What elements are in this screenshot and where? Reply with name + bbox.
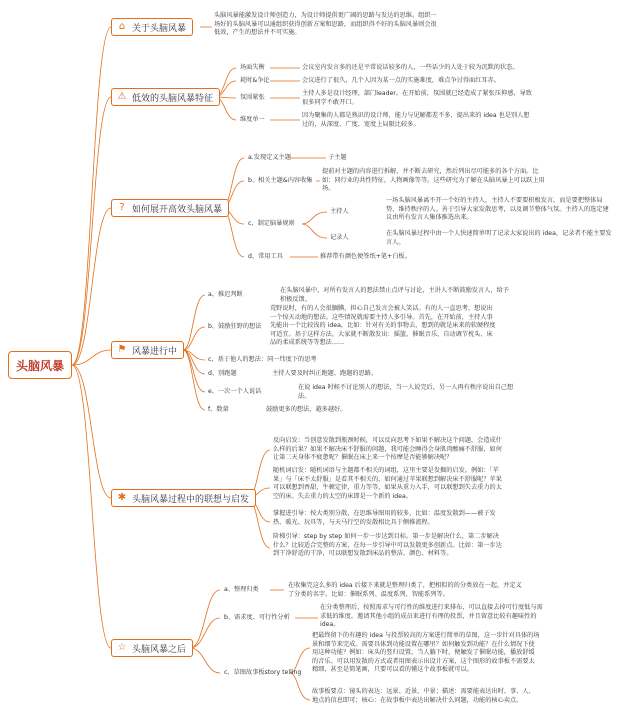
topic-association-inspiration[interactable]: [111, 489, 256, 507]
topic-label: 头脑风暴之后: [132, 644, 187, 655]
topic-label: 关于头脑风暴: [132, 23, 187, 34]
warning-icon: ⚠: [117, 91, 127, 102]
item-text: 鼓励更多的想法，越多越好。: [266, 406, 347, 413]
item-label: a、推迟判断: [208, 291, 243, 298]
item-label: 耗时&争论: [240, 77, 270, 84]
topic-how-to-run[interactable]: [111, 199, 229, 217]
item-text: 因为聚集的人都是熟识的设计师，能力与见解都差不多，提出来的 idea 也是别人想过的，从深度、广度、宽度上局限比较多。: [302, 112, 530, 128]
item-text: 反向启发：当创意发散到瓶颈时候，可以反向思考下如果不解决这个问题，会造成什么样的后果？如果不解决床不舒服的问题，我可能会睡得会身肌肉酸痛不舒服，如何让第二天身体不疲惫呢？催眠在床上来一个按摩是否能够解决呢？: [273, 437, 502, 462]
item-text: 在头脑风暴中，对所有发言人的想法禁止点评与讨论，主讲人不断鼓励发言人，给予积极反馈。: [280, 287, 509, 303]
item-text: 提前对主题的内容进行拆解，并不断去研究，然后列出尽可能多的各个方面。比如：同行业的共性特征，人物画像等等。这些研究为了解在头脑风暴上可以跃上用场。: [322, 168, 545, 193]
sub-text: 故事板要点：镜头的表达：远景、近景、中景；描述：需要能表达出时、事、人、地点的信息即可；核心：在故事板中表达出解决什么问题，功能的核心卖点。: [312, 688, 535, 704]
item-text: 阶梯引导：step by step 如何一步一步达到目标。第一步是解决什么，第二步解决什么？比较适合完整的方案，在每一步引导中可以发散更多创新点。比如：第一步达到干净舒适的干净，可以联想发散到床品的整洁、颜色、材料等。: [273, 533, 502, 558]
item-label: a、整理归类: [224, 586, 259, 593]
item-label: a.发现定义主题: [248, 154, 291, 161]
item-text: 主持人多是设计经理、部门leader。在开始前，氛围就已经造成了紧张压抑感，导致很多同学不敢开口。: [302, 90, 532, 106]
item-label: 场面失衡: [240, 64, 265, 71]
item-label: 氛围紧张: [240, 94, 265, 101]
item-label: c、基于他人的想法：同一纬度下的思考: [208, 356, 317, 363]
flag-icon: ⚑: [117, 344, 127, 355]
item-label: c、制定脑暴规则: [248, 220, 295, 227]
sub-text: 把最终留下的有趣的 idea 与投票较高的方案进行简单的草图，这一步针对具体的场景和细节来完成。需要具体到功能设置在哪里？如何触发到功能？在什么情况下使用这种功能？例如：床头的竖归设置，当人躺下时，便触发了催眠功能，播放舒缓的音乐。可以用发散的方式或者用图表示出设计方案，这个图形的故事板不需要太精细，甚至是简笔画，只要可以看的懂这个故事板就可以。: [312, 632, 540, 674]
item-text: 推荐带有颜色便签纸+笔+白板。: [320, 253, 411, 260]
topic-label: 如何展开高效头脑风暴: [132, 204, 223, 215]
item-label: b、相关主题&内容收集: [248, 177, 313, 184]
sub-label: 主持人: [330, 208, 349, 215]
item-text: 荒野说时，有的人会很腼腆，担心自己发言会被人笑话。有的人一直思考，想说出一个惊天动地的想法。这些情况就需要主持人多引导。首先，在开始前，主持人事先能出一个比较浅的 idea，比如：针对有关的事物去，想到的就是床来的软硬程度可适宜。基于这样方法，大家就不断散发出：摇篮、催眠音乐、自动调节枕头、床品的柔成系统等等想法……: [270, 305, 496, 347]
item-text: 会议室内发言多的还是平常说话较多的人，一些话少的人处于较为沉默的状态。: [302, 64, 519, 71]
sub-label: 记录人: [330, 234, 349, 241]
item-text: 子主题: [328, 154, 347, 161]
sub-text: 在头脑风暴过程中由一个人快速简单明了记录大家说出的 idea，记录者不能主要发言人。: [386, 230, 612, 246]
topic-label: 低效的头脑风暴特征: [132, 93, 214, 104]
item-text: 掌握进引导：按大类别分散，在思维导图用的较多，比如：温度发散到——被子发热、暖光、玩具等，与天马行空的发散相比具于侧推流程。: [273, 510, 496, 526]
sub-text: 一场头脑风暴离不开一个好的主持人，主持人不要要积极发言，而是要把整体局势、维持秩序的人。善于引导大家发散思考，以及调节整体气氛。主持人的选定建议由所有发言人集体推选出来。: [386, 197, 609, 222]
root-node[interactable]: 头脑风暴: [8, 351, 72, 379]
topic-inefficient-features[interactable]: [111, 88, 220, 106]
item-text: 随机词启发：随机词语与主题都不相关的词组，这里主要是发掘的启发。例如：「苹果」与「床不太舒服」是看其不相关的，如何通过苹果联想到解决床不舒服呢？苹果可以联想到香甜，牛顿定律，重力等等，如果从重力入手，可以联想到失去重力的太空的床。失去重力的太空的床即是一个新的 idea。: [273, 467, 502, 500]
question-icon: ?: [119, 202, 125, 213]
item-label: d、常用工具: [248, 253, 283, 260]
item-text: 主持人要及时纠正跑题、跑题的思路。: [272, 370, 378, 377]
topic-after-storm[interactable]: [111, 639, 193, 657]
item-label: d、别跑题: [208, 370, 237, 377]
item-label: f、数量: [208, 406, 229, 413]
topic-about-desc: 头脑风暴能激发设计师创造力，为设计师提供更广阔的思路与发达的思维。组织一场好的头脑风暴可以通组织获得创新方案和思路，而组织得不好的头脑风暴则会很低效，产生的想法并不可实施。: [214, 12, 437, 37]
item-label: c、草图故事板story telling: [224, 669, 302, 676]
topic-label: 风暴进行中: [132, 346, 178, 357]
item-label: 维度单一: [240, 116, 265, 123]
item-text: 在分类整理后，按照需求与可行性的维度进行来排布，可以直接去掉可行度低与需求低的维度。邀请其他小组的成员来进行有理的投票，并且留意比较有趣味性的 idea。: [320, 604, 543, 629]
item-text: 在说 idea 时候不讨论别人的想法，当一人说完后，另一人再有秩序说出自己想法。: [298, 384, 514, 400]
topic-during-storm[interactable]: [111, 341, 184, 359]
topic-label: 头脑风暴过程中的联想与启发: [132, 494, 250, 505]
item-label: b、鼓励狂野的想法: [208, 323, 262, 330]
star-icon: ☆: [117, 642, 127, 653]
lightbulb-icon: ✱: [117, 492, 127, 503]
topic-about-brainstorm[interactable]: [111, 18, 193, 36]
item-text: 在收集完这么多的 idea 后接下来就是整理归类了，把相似的的分类放在一起，并定义了分类的名字。比如：催眠系列、温度系列、智能系列等。: [288, 582, 522, 598]
home-icon: ⌂: [118, 21, 126, 32]
item-label: b、需求度、可行性分析: [224, 614, 290, 621]
item-text: 会议进行了很久，几个人因为某一点的实施难度，难点争讨得面红耳赤。: [302, 77, 500, 84]
item-label: e、一次一个人说话: [208, 388, 262, 395]
